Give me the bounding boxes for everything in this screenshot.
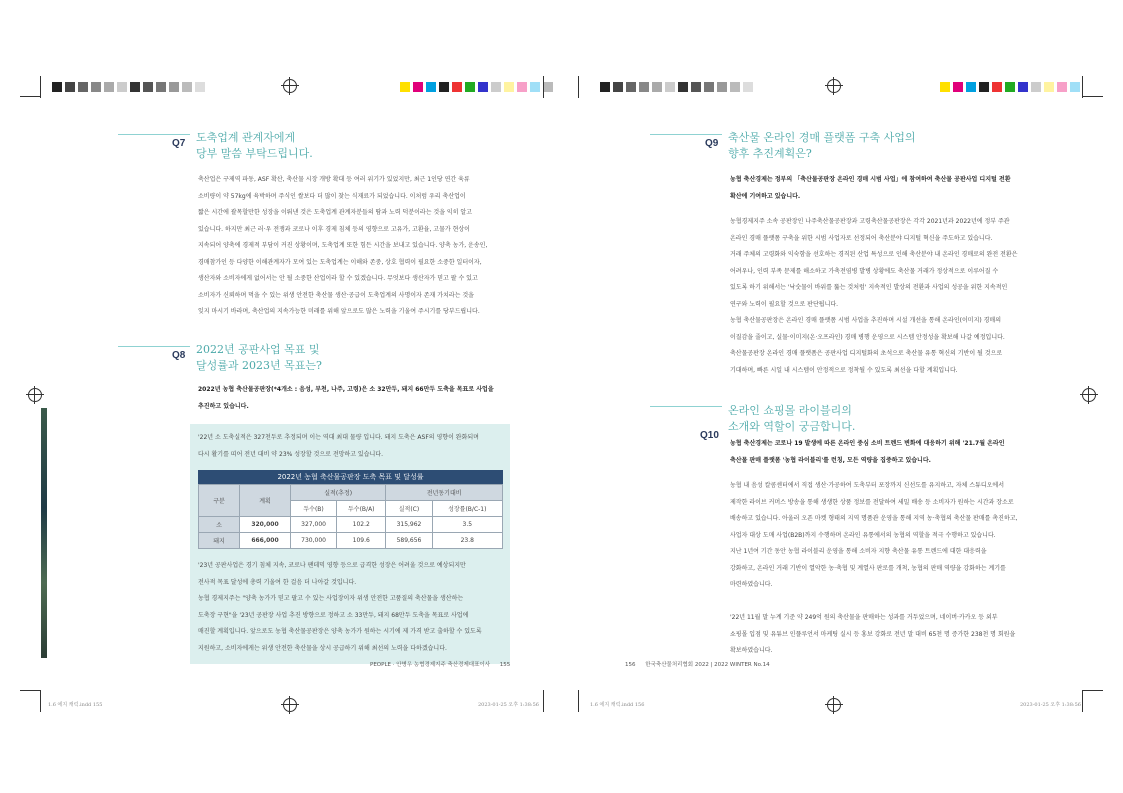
section-rule [650,134,722,135]
cell-c: 315,962 [386,517,432,533]
cell-plan: 320,000 [240,517,291,533]
table-caption: 2022년 농협 축산물공판장 도축 목표 및 달성률 [198,470,503,484]
question-number: Q7 [172,138,186,149]
header-actual-c: 실적(C) [386,501,432,517]
table-row [199,517,503,533]
color-bar-left-right-page [600,82,753,92]
q7-body: 축산업은 구제역 파동, ASF 확산, 축산물 시장 개방 확대 등 여러 위기가 있었지만, 최근 1인당 연간 육류 소비량이 약 57kg에 육박하며 주식인 쌀보다 더 많이 찾는 식재료가 되었습니다. 이처럼 우리 축산업이 짧은 시간에 괄목할만한 성장을 이뤄낸 것은 도축업계 관계자분들의 땀과 노력 덕분이라는 것을 익히 알고 있습니다. 하지만 최근 러·우 전쟁과 코로나 이후 경제 침체 등의 영향으로 고유가, 고환율, 고물가 현상이 지속되어 양축에 경제적 부담이 커진 상황이며, 도축업계 또한 힘든 시간을 보내고 있습니다. 양축 농가, 운송인, 경매참가인 등 다양한 이해관계자가 모여 있는 도축업계는 이해와 존중, 상호 협력이 필요한 소중한 일터이자, 생산자와 소비자에게 없어서는 안 될 소중한 산업이라 할 수 있겠습니다. 무엇보다 생산자가 믿고 팔 수 있고 소비자가 신뢰하며 먹을 수 있는 위생 안전한 축산물 생산·공급이 도축업계의 사명이자 존재 가치라는 것을 잊지 마시기 바라며, 축산업의 지속가능한 미래를 위해 앞으로도 많은 노력을 기울여 주시기를 당부드립니다. [198,176,488,315]
cell-category: 소 [199,517,240,533]
registration-mark [827,79,841,93]
q8-box-text-top: '22년 소 도축실적은 327천두로 추정되며 이는 역대 최대 물량 입니다. 돼지 도축은 ASF의 영향이 완화되며 다시 활기를 띠어 전년 대비 약 23% 성장할 것으로 전망하고 있습니다. [198,434,479,458]
left-page-footer: PEOPLE · 안병우 농협경제지주 축산경제대표이사 155 [370,662,511,668]
target-achievement-table [198,484,503,549]
cell-ba: 102.2 [337,517,386,533]
cell-b: 730,000 [291,533,337,549]
question-number: Q10 [700,430,719,441]
crop-mark [1083,96,1103,97]
table-row [199,533,503,549]
crop-mark [1083,690,1103,691]
question-title: 온라인 쇼핑몰 라이블리의 소개와 역할이 궁금합니다. [728,404,856,433]
header-category: 구분 [199,485,240,517]
q8-box-text-bottom: '23년 공판사업은 경기 침체 지속, 코로나 팬데믹 영향 등으로 급격한 성장은 어려울 것으로 예상되지만 전사적 목표 달성에 총력 기울여 한 걸음 더 나아갈 것입니다. 농협 경제지주는 "양축 농가가 믿고 팔고 수 있는 사업장이자 위생 안전한 고품질의 축산물을 생산하는 도축장 구현"을 '23년 공판장 사업 추진 방향으로 정하고 소 33만두, 돼지 68만두 도축을 목표로 사업에 매진할 계획입니다. 앞으로도 농협 축산물공판장은 양축 농가가 원하는 시기에 제 가격 받고 출하할 수 있도록 지원하고, 소비자에게는 위생 안전한 축산물을 상시 공급하기 위해 최선의 노력을 다하겠습니다. [198,562,482,652]
slug-line: 1.6 에지 캐릭.indd 155 [48,702,103,708]
section-rule [118,346,190,347]
q8-table-wrapper [198,470,503,549]
header-heads-b: 두수(B) [291,501,337,517]
crop-mark [40,690,41,712]
cell-growth: 23.8 [432,533,502,549]
q8-lead: 2022년 농협 축산물공판장(*4개소 : 음성, 부천, 나주, 고령)은 소 32만두, 돼지 66만두 도축을 목표로 사업을 추진하고 있습니다. [198,386,494,410]
registration-mark [827,698,841,712]
section-rule [650,406,722,407]
bleed-photo-strip [41,408,47,658]
q9-lead: 농협 축산경제는 정부의 「축산물공판장 온라인 경매 시범 사업」에 참여하여 축산물 공판사업 디지털 전환 확산에 기여하고 있습니다. [730,176,1011,200]
q9-body: 농협경제지주 소속 공판장인 나주축산물공판장과 고령축산물공판장은 각각 2021년과 2022년에 정부 주관 온라인 경매 플랫폼 구축을 위한 시범 사업자로 선정되어 축산분야 디지털 혁신을 주도하고 있습니다. 거래 주체의 고령화와 익숙함을 선호하는 경직된 산업 특성으로 인해 축산분야 내 온라인 경매로의 완전 전환은 어려우나, 인력 부족 문제를 해소하고 가축전염병 발병 상황에도 축산물 거래가 정상적으로 이루어질 수 있도록 하기 위해서는 '낙숫물이 바위를 뚫는 것처럼' 지속적인 발상의 전환과 사업의 성공을 위한 지속적인 연구와 노력이 필요할 것으로 판단됩니다. 농협 축산물공판장은 온라인 경매 플랫폼 시범 사업을 추진하며 시설 개선을 통해 온라인(이미지) 경매의 이질감을 줄이고, 실물·이미지(온·오프라인) 경매 병행 운영으로 시스템 안정성을 확보해 나갈 예정입니다. 축산물공판장 온라인 경매 플랫폼은 공판사업 디지털화의 초석으로 축산물 유통 혁신의 기반이 될 것으로 기대하며, 빠른 시일 내 시스템이 안정적으로 정착될 수 있도록 최선을 다할 계획입니다. [730,218,1018,374]
crop-mark [578,76,579,98]
crop-mark [578,690,579,712]
color-bar-right [940,82,1080,92]
registration-mark [283,698,297,712]
crop-mark [40,76,41,98]
crop-mark [20,690,40,691]
registration-mark [28,388,42,402]
crop-mark [543,76,544,98]
right-page-footer: 156 한국축산물처리협회 2022 | 2022 WINTER No.14 [625,662,770,668]
registration-mark [283,79,297,93]
question-title: 축산물 온라인 경매 플랫폼 구축 사업의 향후 추진계획은? [728,131,916,160]
color-bar-right-left-page [400,82,553,92]
crop-mark [20,96,40,97]
crop-mark [1082,690,1083,712]
crop-mark [1082,76,1083,98]
cell-c: 589,656 [386,533,432,549]
page-number: 156 [625,662,636,668]
q10-body: 농협 내 음성 칼콤센터에서 직접 생산·가공하여 도축부터 포장까지 신선도를 유지하고, 자체 스튜디오에서 제작한 라이브 커머스 방송을 통해 생생한 상품 정보를 전달하여 세밀 배송 등 소비자가 원하는 시간과 장소로 배송하고 있습니다. 아울러 오픈 마켓 형태의 지역 명품관 운영을 통해 지역 농·축협의 축산물 판매를 촉진하고, 사업자 대상 도매 사업(B2B)까지 수행하며 온라인 유통에서의 농협의 역할을 적극 수행하고 있습니다. 지난 1년여 기간 동안 농협 라이블리 운영을 통해 소비자 지향 축산물 유통 트렌드에 대한 대응력을 강화하고, 온라인 거래 기반이 열악한 농·축협 및 계열사 판로를 개척, 농협의 판매 역량을 강화하는 계기를 마련하였습니다. '22년 11월 말 누계 기준 약 249억 원의 축산물을 판매하는 성과를 거두었으며, 네이버·카카오 등 외부 쇼핑몰 입점 및 유튜브 인플루언서 마케팅 실시 등 홍보 강화로 전년 말 대비 65천 명 증가한 238천 명 회원을 확보하였습니다. [730,482,1018,654]
cell-plan: 666,000 [240,533,291,549]
crop-mark [543,690,544,712]
header-prev-year: 전년동기대비 [386,485,503,501]
question-number: Q8 [172,350,186,361]
question-title: 도축업계 관계자에게 당부 말씀 부탁드립니다. [196,131,313,160]
header-ratio-ba: 두수(B/A) [337,501,386,517]
cell-growth: 3.5 [432,517,502,533]
color-bar-left [52,82,205,92]
header-plan: 계획 [240,485,291,517]
cell-ba: 109.6 [337,533,386,549]
page-number: 155 [499,662,511,668]
registration-mark [1082,388,1096,402]
q10-lead: 농협 축산경제는 코로나 19 발생에 따른 온라인 중심 소비 트렌드 변화에 대응하기 위해 '21.7월 온라인 축산물 판매 플랫폼 '농협 라이블리'를 런칭, 모든 역량을 집중하고 있습니다. [730,440,1005,464]
header-actual: 실적(추정) [291,485,386,501]
section-rule [118,134,190,135]
question-number: Q9 [705,138,719,149]
header-growth: 성장률(B/C-1) [432,501,502,517]
slug-line: 2023-01-25 오후 1:38:56 [1020,702,1081,708]
slug-line: 2023-01-25 오후 1:38:56 [478,702,539,708]
cell-category: 돼지 [199,533,240,549]
slug-line: 1.6 에지 캐릭.indd 156 [590,702,645,708]
cell-b: 327,000 [291,517,337,533]
question-title: 2022년 공판사업 목표 및 달성률과 2023년 목표는? [196,343,322,372]
